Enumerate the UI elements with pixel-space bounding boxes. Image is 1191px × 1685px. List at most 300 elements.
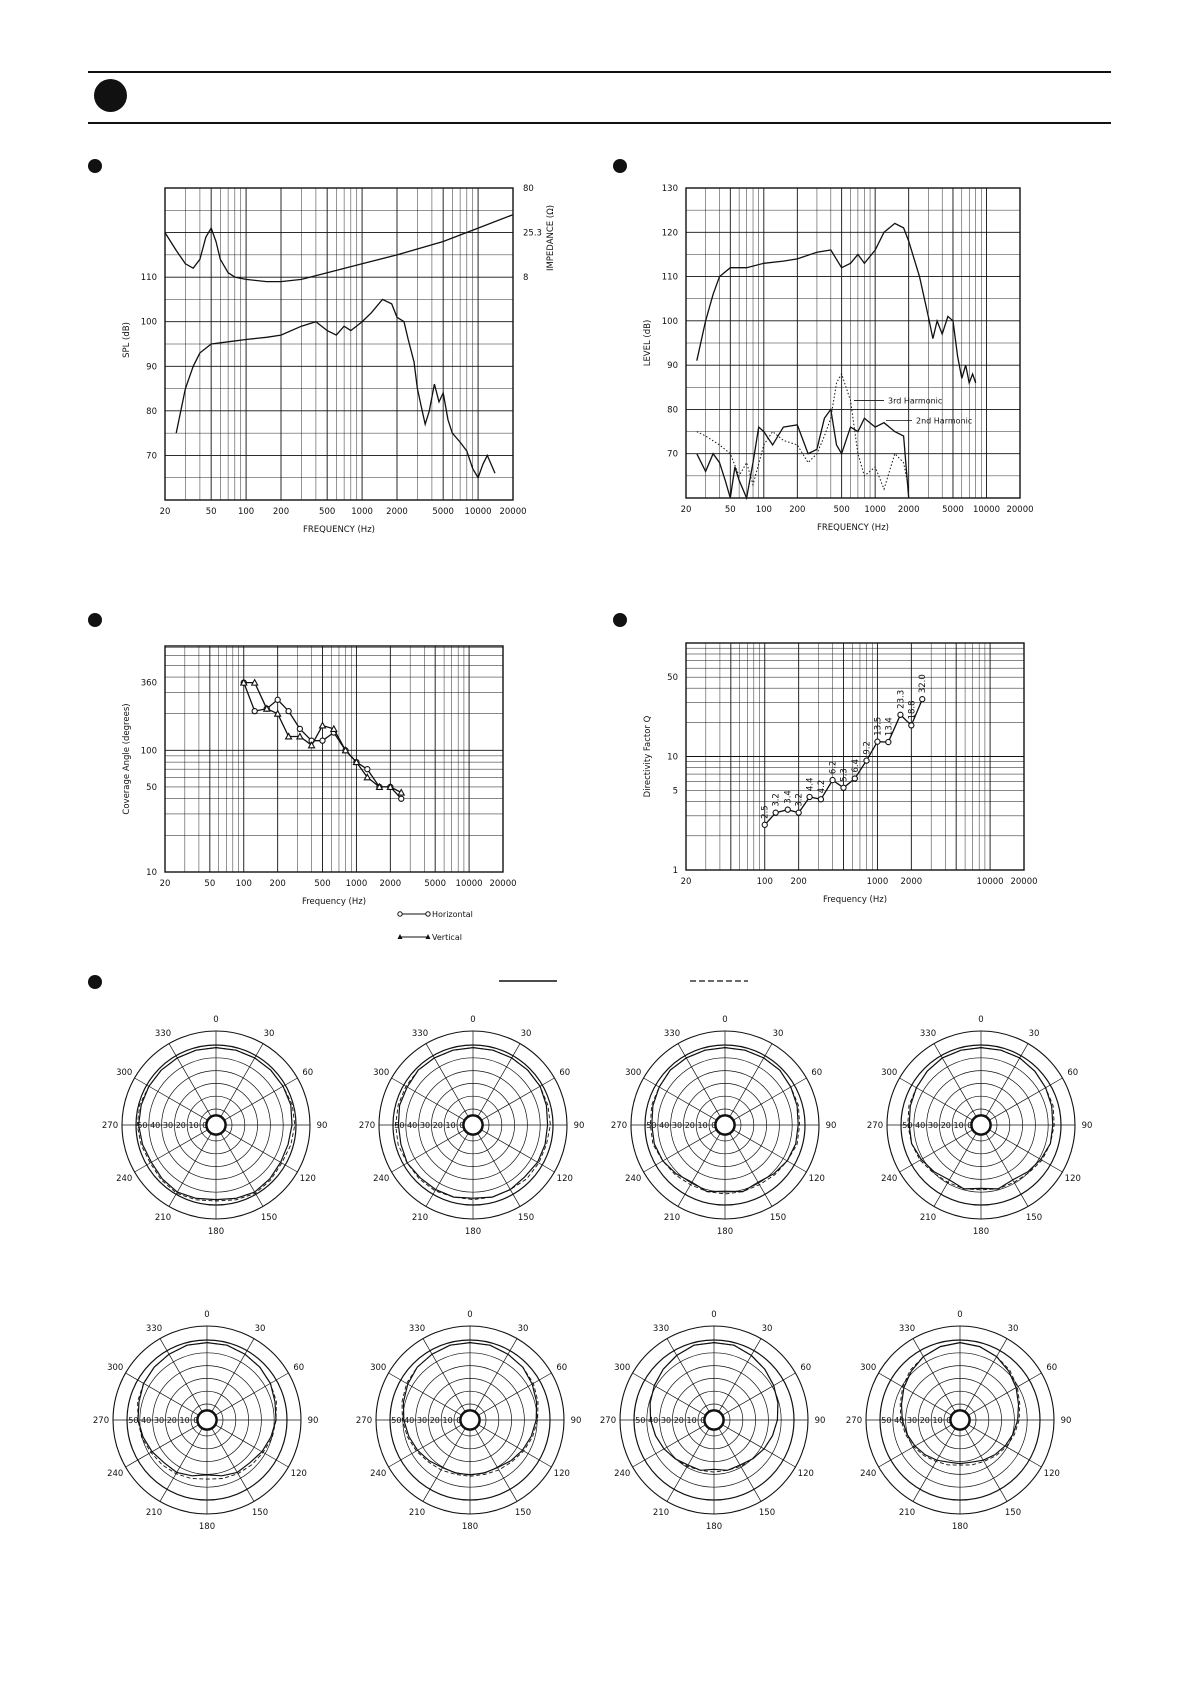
polar-spoke [481,1130,554,1172]
polar-angle-label: 270 [610,1121,628,1131]
polar-center [463,1115,482,1134]
y-tick-label: 70 [667,449,678,460]
polar-angle-label: 120 [299,1174,316,1184]
polar-ring-label: 40 [407,1121,418,1130]
polar-angle-label: 0 [213,1015,219,1025]
polar-angle-label: 210 [411,1212,429,1223]
polar-ring-label: 30 [416,1416,428,1425]
y-tick-label: 130 [661,184,678,194]
polar-ring-label: 30 [660,1416,672,1425]
polar-ring-label: 20 [432,1121,443,1130]
data-label: 2.5 [760,805,771,819]
directivity-plot [643,643,1038,905]
polar-angle-label: 90 [825,1121,837,1131]
polar-ring-label: 10 [188,1121,199,1130]
x-tick-label: 20 [680,505,692,515]
y-tick-label: 70 [146,451,157,462]
polar-angle-label: 180 [207,1227,225,1237]
polar-angle-label: 330 [663,1029,681,1040]
polar-angle-label: 180 [198,1522,216,1532]
polar-spoke [475,1428,517,1501]
polar-angle-label: 150 [1025,1212,1043,1223]
data-point [830,777,835,782]
polar-spoke [989,1078,1062,1120]
polar-angle-label: 150 [514,1507,532,1518]
polar-ring-label: 40 [150,1121,161,1130]
polar-spoke [644,1130,717,1172]
polar-angle-label: 270 [355,1416,373,1426]
polar-angle-label: 90 [307,1416,319,1426]
polar-angle-label: 240 [373,1174,390,1184]
polar-angle-label: 0 [711,1310,717,1320]
polar-ring-label: 40 [141,1416,152,1425]
polar-angle-label: 270 [101,1121,119,1131]
legend-marker [398,912,402,916]
polar-center [704,1410,723,1429]
data-label: 6.2 [828,760,839,775]
x-tick-label: 50 [205,507,217,517]
polar-angle-label: 90 [1060,1416,1072,1426]
polar-ring-label: 0 [700,1416,706,1425]
polar-ring-label: 30 [927,1121,939,1130]
y-tick-label: 5 [672,786,678,797]
polar-spoke [733,1130,806,1172]
annotation-label: 2nd Harmonic [916,416,973,426]
plot-frame [165,646,503,872]
coverage-plot [122,646,517,942]
polar-angle-label: 90 [814,1416,826,1426]
polar-angle-label: 90 [1081,1121,1093,1131]
legend-label: Vertical [432,933,462,942]
y-tick-label: 80 [667,405,678,416]
polar-angle-label: 60 [556,1363,568,1373]
polar-ring-label: 10 [953,1121,964,1130]
polar-center [971,1115,990,1134]
x-tick-label: 1000 [864,505,886,515]
y-tick-label: 100 [661,316,678,327]
polar-ring-label: 10 [686,1416,697,1425]
polar-spoke [423,1339,465,1412]
x-tick-label: 10000 [455,879,483,889]
polar-angle-label: 30 [761,1324,773,1335]
polar-angle-label: 180 [972,1227,990,1237]
polar-ring-label: 20 [175,1121,186,1130]
polar-ring-label: 0 [202,1121,208,1130]
polar-ring-label: 10 [442,1416,453,1425]
polar-ring-label: 30 [671,1121,683,1130]
polar-plot-7 [600,1310,826,1532]
polar-ring-label: 50 [394,1121,405,1130]
x-tick-label: 10000 [464,507,492,517]
x-tick-label: 20 [159,507,171,517]
polar-angle-label: 300 [860,1363,877,1373]
data-point [252,709,257,714]
polar-spoke [719,1339,761,1412]
polar-ring-label: 20 [940,1121,951,1130]
polar-angle-label: 330 [145,1324,163,1335]
polar-spoke [224,1078,297,1120]
polar-angle-label: 30 [517,1324,529,1335]
polar-spoke [426,1133,468,1206]
polar-center [460,1410,479,1429]
y-tick-label: 90 [667,361,678,372]
annotation-label: 3rd Harmonic [888,396,943,406]
polar-angle-label: 150 [769,1212,787,1223]
x-tick-label: 500 [833,505,850,515]
polar-angle-label: 30 [520,1029,532,1040]
polar-center [197,1410,216,1429]
polar-angle-label: 60 [1046,1363,1058,1373]
polar-ring-label: 40 [915,1121,926,1130]
polar-angle-label: 0 [957,1310,963,1320]
x-tick-label: 100 [755,505,772,515]
polar-ring-label: 30 [419,1121,431,1130]
polar-plot-5 [93,1310,319,1532]
polar-angle-label: 270 [92,1416,110,1426]
polar-angle-label: 120 [1064,1174,1081,1184]
polar-spoke [169,1044,211,1117]
series-line [165,215,513,282]
right-tick-label: 25.3 [523,228,542,239]
x-tick-label: 200 [790,877,807,887]
polar-spoke [934,1044,976,1117]
polar-angle-label: 240 [370,1469,387,1479]
right-tick-label: 8 [523,273,529,284]
polar-angle-label: 210 [154,1212,172,1223]
polar-angle-label: 210 [663,1212,681,1223]
polar-angle-label: 30 [254,1324,266,1335]
polar-ring-label: 50 [635,1416,646,1425]
polar-ring-label: 50 [881,1416,892,1425]
polar-spoke [221,1044,263,1117]
x-tick-label: 20 [159,879,171,889]
polar-spoke [722,1373,795,1415]
y-tick-label: 100 [140,317,157,328]
data-label: 13.5 [873,716,884,736]
polar-spoke [968,1373,1041,1415]
x-tick-label: 2000 [379,879,402,889]
polar-angle-label: 330 [408,1324,426,1335]
x-axis-label: Frequency (Hz) [301,897,367,907]
x-tick-label: 200 [789,505,806,515]
x-tick-label: 1000 [866,877,889,887]
polar-angle-label: 240 [614,1469,631,1479]
polar-spoke [986,1133,1028,1206]
polar-ring-label: 20 [673,1416,684,1425]
polar-angle-label: 210 [652,1507,670,1518]
data-label: 5.3 [839,768,850,782]
polar-spoke [160,1339,202,1412]
data-point [252,680,258,686]
polar-spoke [478,1044,520,1117]
data-point [864,758,869,763]
polar-ring-label: 50 [646,1121,657,1130]
polar-spoke [389,1373,462,1415]
data-point [331,726,337,732]
polar-spoke [478,1133,520,1206]
data-point [286,733,292,739]
x-tick-label: 200 [269,879,286,889]
polar-angle-label: 210 [145,1507,163,1518]
polar-ring-label: 20 [919,1416,930,1425]
polar-ring-label: 30 [153,1416,165,1425]
polar-ring-label: 10 [932,1416,943,1425]
polar-spoke [667,1339,709,1412]
polar-ring-label: 50 [128,1416,139,1425]
polar-ring-label: 10 [445,1121,456,1130]
polar-angle-label: 60 [800,1363,812,1373]
polar-angle-label: 210 [898,1507,916,1518]
polar-angle-label: 270 [866,1121,884,1131]
polar-angle-label: 150 [260,1212,278,1223]
polar-ring-label: 40 [404,1416,415,1425]
y-tick-label: 90 [146,362,157,373]
polar-spoke [478,1425,551,1467]
x-tick-label: 5000 [942,505,964,515]
data-point [886,739,891,744]
polar-spoke [900,1078,973,1120]
x-tick-label: 20 [680,877,692,887]
polar-spoke [215,1373,288,1415]
data-point [818,797,823,802]
polar-angle-label: 60 [559,1068,571,1078]
data-point [807,794,812,799]
polar-ring-label: 10 [697,1121,708,1130]
polar-ring-label: 40 [894,1416,905,1425]
polar-spoke [212,1339,254,1412]
polar-spoke [633,1373,706,1415]
polar-ring-label: 20 [429,1416,440,1425]
x-tick-label: 2000 [900,877,923,887]
polar-angle-label: 210 [919,1212,937,1223]
y-axis-label: LEVEL (dB) [643,319,653,367]
polar-plot-4 [867,1015,1093,1237]
polar-ring-label: 30 [162,1121,174,1130]
data-point [920,697,925,702]
x-tick-label: 20000 [1010,877,1038,887]
polar-angle-label: 300 [370,1363,387,1373]
polar-ring-label: 20 [684,1121,695,1130]
polar-spoke [965,1339,1007,1412]
polar-angle-label: 150 [251,1507,269,1518]
data-label: 32.0 [918,674,929,694]
y-tick-label: 1 [672,866,678,876]
polar-angle-label: 270 [358,1121,376,1131]
data-point [286,709,291,714]
polar-ring-label: 20 [166,1416,177,1425]
x-tick-label: 500 [314,879,331,889]
polar-spoke [965,1428,1007,1501]
polar-angle-label: 30 [772,1029,784,1040]
polar-spoke [389,1425,462,1467]
polar-spoke [730,1044,772,1117]
x-tick-label: 10000 [972,505,1001,515]
data-label: 4.2 [816,779,827,794]
polar-angle-label: 330 [898,1324,916,1335]
x-tick-label: 50 [724,505,736,515]
y-tick-label: 10 [146,868,157,878]
data-label: 3.2 [771,793,782,807]
x-tick-label: 100 [756,877,773,887]
polar-ring-label: 0 [193,1416,199,1425]
data-label: 3.4 [783,790,794,804]
polar-angle-label: 30 [1007,1324,1019,1335]
polar-angle-label: 180 [951,1522,969,1532]
polar-angle-label: 150 [517,1212,535,1223]
x-axis-label: FREQUENCY (Hz) [303,525,375,535]
data-point [785,807,790,812]
polar-center [715,1115,734,1134]
polar-angle-label: 240 [107,1469,124,1479]
data-point [365,767,370,772]
y-tick-label: 360 [140,678,157,689]
polar-ring-label: 50 [391,1416,402,1425]
data-label: 18.8 [907,700,918,720]
x-tick-label: 20000 [1006,505,1034,515]
x-tick-label: 10000 [976,877,1004,887]
polar-angle-label: 0 [722,1015,728,1025]
data-point [320,738,325,743]
x-tick-label: 50 [204,879,216,889]
polar-angle-label: 240 [625,1174,642,1184]
y-axis-label: SPL (dB) [122,322,132,358]
polar-spoke [879,1373,952,1415]
polar-spoke [169,1133,211,1206]
y-tick-label: 110 [661,272,678,283]
polar-angle-label: 270 [599,1416,617,1426]
polar-ring-label: 0 [459,1121,465,1130]
polar-plot-8 [846,1310,1072,1532]
y-tick-label: 50 [667,673,678,684]
polar-angle-label: 0 [978,1015,984,1025]
polar-spoke [730,1133,772,1206]
polar-center [950,1410,969,1429]
y-tick-label: 80 [146,406,157,417]
polar-plot-1 [102,1015,328,1237]
data-label: 9.2 [862,741,873,755]
data-point [320,722,326,728]
polar-angle-label: 180 [461,1522,479,1532]
polar-angle-label: 270 [845,1416,863,1426]
polar-angle-label: 210 [408,1507,426,1518]
x-tick-label: 100 [235,879,252,889]
polar-angle-label: 300 [881,1068,898,1078]
polar-angle-label: 30 [263,1029,275,1040]
polar-angle-label: 30 [1028,1029,1040,1040]
legend-marker [426,934,431,939]
legend-marker [426,912,430,916]
data-point [762,822,767,827]
y-axis-label: Directivity Factor Q [643,715,653,798]
data-label: 4.4 [805,777,816,791]
x-tick-label: 2000 [897,505,920,515]
polar-angle-label: 120 [556,1174,573,1184]
polar-plot-2 [359,1015,585,1237]
polar-spoke [478,1373,551,1415]
data-label: 23.3 [896,689,907,709]
polar-spoke [423,1428,465,1501]
polar-angle-label: 240 [116,1174,133,1184]
data-point [275,697,280,702]
polar-ring-label: 30 [906,1416,918,1425]
polar-ring-label: 40 [659,1121,670,1130]
y-axis-label: Coverage Angle (degrees) [122,703,132,815]
polar-angle-label: 90 [570,1416,582,1426]
polar-spoke [475,1339,517,1412]
polar-angle-label: 0 [470,1015,476,1025]
polar-angle-label: 300 [625,1068,642,1078]
data-point [875,739,880,744]
polar-angle-label: 330 [411,1029,429,1040]
polar-ring-label: 50 [137,1121,148,1130]
polar-ring-label: 0 [711,1121,717,1130]
polar-angle-label: 120 [553,1469,570,1479]
x-tick-label: 1000 [351,507,373,517]
polar-angle-label: 90 [573,1121,585,1131]
polar-spoke [135,1078,208,1120]
data-point [297,726,302,731]
x-tick-label: 20000 [489,879,517,889]
polar-ring-label: 0 [946,1416,952,1425]
data-point [898,712,903,717]
polar-angle-label: 60 [811,1068,823,1078]
polar-ring-label: 40 [648,1416,659,1425]
x-axis-label: Frequency (Hz) [822,895,888,905]
y-tick-label: 10 [667,752,678,763]
data-point [852,776,857,781]
x-tick-label: 500 [319,507,336,517]
polar-angle-label: 120 [808,1174,825,1184]
series-line [697,223,976,383]
polar-angle-label: 300 [116,1068,133,1078]
data-point [796,810,801,815]
polar-spoke [426,1044,468,1117]
x-tick-label: 2000 [386,507,408,517]
freq_response-plot [122,184,556,535]
x-tick-label: 5000 [424,879,446,889]
polar-angle-label: 180 [716,1227,734,1237]
data-point [399,796,404,801]
legend-marker [398,934,403,939]
polar-ring-label: 0 [456,1416,462,1425]
polar-angle-label: 60 [293,1363,305,1373]
polar-angle-label: 240 [881,1174,898,1184]
legend-label: Horizontal [432,910,473,919]
data-label: 13.4 [884,717,895,737]
data-point [909,723,914,728]
distortion-plot [643,184,1034,533]
polar-angle-label: 150 [758,1507,776,1518]
polar-angle-label: 300 [107,1363,124,1373]
polar-angle-label: 330 [919,1029,937,1040]
polar-angle-label: 300 [373,1068,390,1078]
right-axis-label: IMPEDANCE (Ω) [546,204,556,272]
polar-angle-label: 0 [204,1310,210,1320]
x-tick-label: 20000 [499,507,527,517]
data-point [773,810,778,815]
polar-spoke [481,1078,554,1120]
polar-angle-label: 240 [860,1469,877,1479]
polar-angle-label: 330 [652,1324,670,1335]
y-tick-label: 120 [661,228,678,239]
polar-angle-label: 150 [1004,1507,1022,1518]
x-tick-label: 200 [272,507,290,517]
polar-angle-label: 60 [302,1068,314,1078]
polar-angle-label: 180 [705,1522,723,1532]
polar-plot-6 [356,1310,582,1532]
polar-ring-label: 50 [902,1121,913,1130]
y-tick-label: 100 [140,746,157,757]
